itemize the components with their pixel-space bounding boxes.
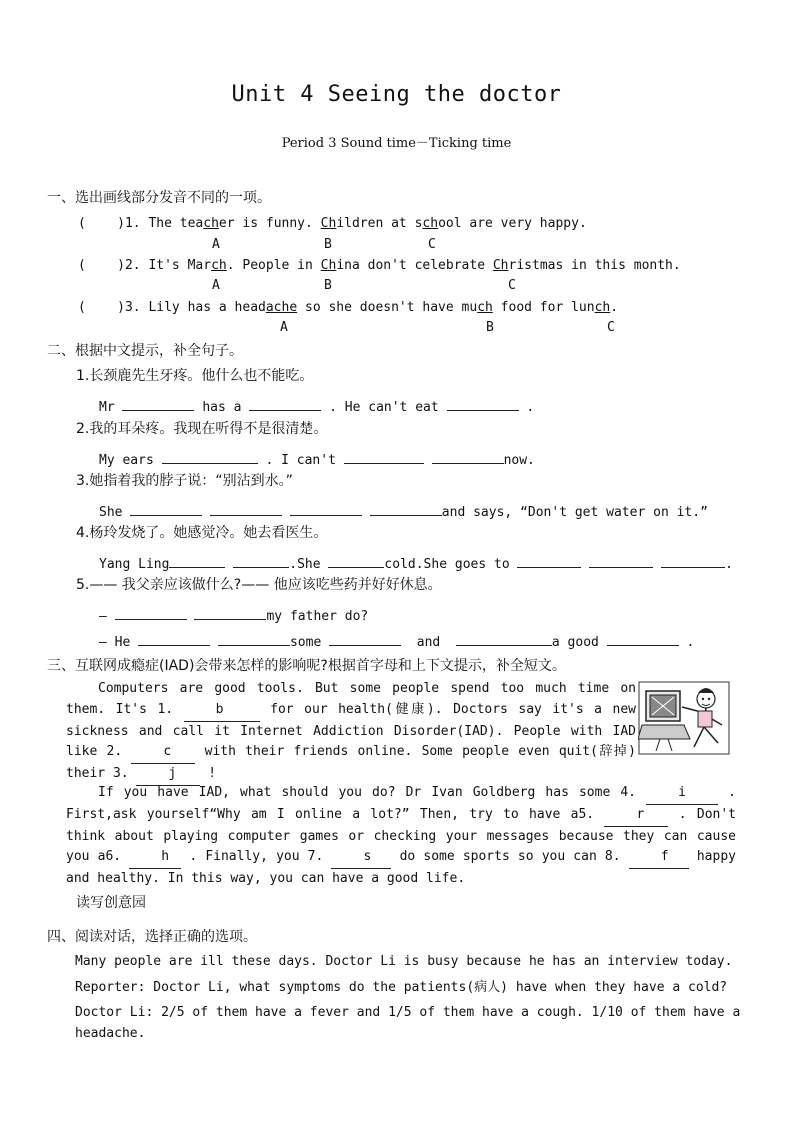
option-letter-a: A: [212, 278, 220, 293]
option-letter-a: A: [280, 320, 288, 335]
question-2-4-chinese: 4.杨玲发烧了。她感觉冷。她去看医生。: [76, 525, 328, 541]
dialogue-line-3: Doctor Li: 2/5 of them have a fever and 1/5 of them have a cough. 1/10 of them have a headache.: [75, 1005, 741, 1041]
passage-blank-2: c: [131, 742, 195, 764]
passage-blank-8: f: [629, 847, 689, 869]
option-letter-c: C: [428, 237, 436, 252]
passage-blank-7: s: [331, 847, 391, 869]
page-subtitle: Period 3 Sound time－Ticking time: [281, 136, 512, 151]
passage-blank-5: r: [604, 805, 668, 827]
option-letter-c: C: [607, 320, 615, 335]
dialogue-passage: [75, 949, 747, 1044]
passage-paragraph-2: If you have IAD, what should you do? Dr Ivan Goldberg has some 4. i . First,ask yourself“Why am I online a lot?” Then, try to have a5. r . Don't think about playing computer games or checking your messages because they can cause you a6. h . Finally, you 7. s do some sports so you can 8. f happy and healthy. In this way, you can have a good life.: [66, 785, 736, 887]
option-letter-b: B: [324, 278, 332, 293]
question-1-3: ( )3. Lily has a headache so she doesn't have much food for lunch.: [78, 300, 619, 315]
question-2-3-chinese: 3.她指着我的脖子说：“别沾到水。”: [76, 473, 293, 489]
section-2-heading: 二、根据中文提示，补全句子。: [47, 343, 243, 359]
question-2-1-english: Mr has a . He can't eat .: [99, 396, 534, 417]
question-2-4-english: Yang Ling .She cold.She goes to .: [99, 553, 733, 574]
passage-blank-3: j: [136, 764, 200, 786]
question-2-5-line-1: — my father do?: [99, 605, 368, 626]
dialogue-line-2: Reporter: Doctor Li, what symptoms do the patients(病人) have when they have a cold?: [75, 979, 728, 995]
option-letter-a: A: [212, 237, 220, 252]
option-letter-c: C: [508, 278, 516, 293]
question-1-1: ( )1. The teacher is funny. Children at school are very happy.: [78, 216, 587, 231]
section-3-heading: 三、互联网成瘾症(IAD)会带来怎样的影响呢?根据首字母和上下文提示，补全短文。: [47, 658, 566, 674]
question-2-2-chinese: 2.我的耳朵疼。我现在听得不是很清楚。: [76, 421, 328, 437]
passage-blank-6: h: [129, 847, 181, 869]
question-2-1-chinese: 1.长颈鹿先生牙疼。他什么也不能吃。: [76, 368, 314, 384]
question-2-5-chinese: 5.—— 我父亲应该做什么?—— 他应该吃些药并好好休息。: [76, 577, 442, 593]
section-4-heading: 四、阅读对话，选择正确的选项。: [47, 929, 257, 945]
section-1-heading: 一、选出画线部分发音不同的一项。: [47, 190, 271, 206]
question-2-5-line-2: — He some and a good .: [99, 631, 694, 652]
question-1-2: ( )2. It's March. People in China don't celebrate Christmas in this month.: [78, 258, 681, 273]
option-letter-b: B: [486, 320, 494, 335]
computer-addiction-illustration: [638, 681, 730, 755]
page-title: Unit 4 Seeing the doctor: [231, 82, 562, 107]
passage-paragraph-1: Computers are good tools. But some people spend too much time on them. It's 1. b for our health(健康). Doctors say it's a new sickness and call it Internet Addiction Disorder(IAD). People with IAD like 2. c with their friends online. Some people even quit(辞掉) their 3. j !: [66, 679, 636, 786]
creative-corner-label: 读写创意园: [76, 895, 146, 911]
option-letter-b: B: [324, 237, 332, 252]
question-2-2-english: My ears . I can't now.: [99, 449, 535, 470]
passage-blank-4: i: [646, 783, 718, 805]
question-2-3-english: She and says, “Don't get water on it.”: [99, 501, 708, 522]
dialogue-line-1: Many people are ill these days. Doctor Li is busy because he has an interview today.: [75, 954, 733, 969]
passage-blank-1: b: [184, 700, 260, 722]
